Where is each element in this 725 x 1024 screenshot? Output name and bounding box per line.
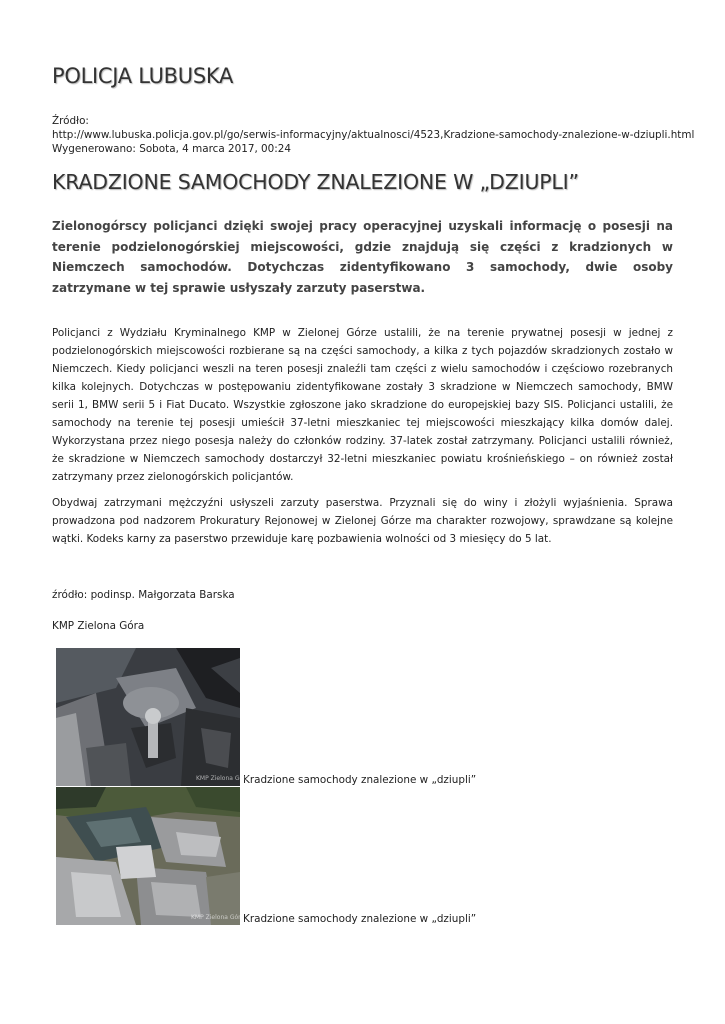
site-title: POLICJA LUBUSKA	[52, 64, 234, 88]
car-interior-image	[56, 648, 250, 786]
generated-date: Wygenerowano: Sobota, 4 marca 2017, 00:24	[52, 143, 291, 155]
photo-watermark: KMP Zielona Góra	[191, 914, 245, 921]
source-person: źródło: podinsp. Małgorzata Barska	[52, 589, 235, 601]
photo-car-interior[interactable]	[56, 648, 250, 786]
source-meta	[52, 114, 694, 156]
photo-caption: Kradzione samochody znalezione w „dziupli”	[243, 774, 477, 786]
source-label: Źródło:	[52, 115, 89, 127]
article-paragraph-2: Obydwaj zatrzymani mężczyźni usłyszeli zarzuty paserstwa. Przyznali się do winy i złożyli wyjaśnienia. Sprawa prowadzona pod nadzorem Prokuratury Rejonowej w Zielonej Górze ma charakter rozwojowy, sprawdzane są kolejne wątki. Kodeks karny za paserstwo przewiduje karę pozbawienia wolności od 3 miesięcy do 5 lat.	[52, 497, 673, 545]
car-parts-image	[56, 787, 245, 925]
photo-item	[56, 787, 476, 925]
photo-car-parts[interactable]	[56, 787, 245, 925]
article-lead: Zielonogórscy policjanci dzięki swojej pracy operacyjnej uzyskali informację o posesji na terenie podzielonogórskiej miejscowości, gdzie znajdują się części z kradzionych w Niemczech samochodów. Dotychczas zidentyfikowano 3 samochody, dwie osoby zatrzymane w tej sprawie usłyszały zarzuty paserstwa.	[52, 219, 673, 295]
photo-watermark: KMP Zielona Góra	[196, 775, 250, 782]
source-unit: KMP Zielona Góra	[52, 620, 145, 632]
photo-item	[56, 648, 476, 786]
photo-caption: Kradzione samochody znalezione w „dziupli”	[243, 913, 477, 925]
article-title: KRADZIONE SAMOCHODY ZNALEZIONE W „DZIUPLI”	[52, 170, 579, 194]
source-url[interactable]: http://www.lubuska.policja.gov.pl/go/serwis-informacyjny/aktualnosci/4523,Kradzione-samochody-znalezione-w-dziupli.html	[52, 129, 695, 141]
article-paragraph-1: Policjanci z Wydziału Kryminalnego KMP w Zielonej Górze ustalili, że na terenie prywatnej posesji w jednej z podzielonogórskich miejscowości rozbierane są na części samochody, a kilka z tych pojazdów skradzionych zostało w Niemczech. Kiedy policjanci weszli na teren posesji znaleźli tam części z wielu samochodów i częściowo rozebranych kilka kolejnych. Dotychczas w postępowaniu zidentyfikowane zostały 3 skradzione w Niemczech samochody, BMW serii 1, BMW serii 5 i Fiat Ducato. Wszystkie zgłoszone jako skradzione do europejskiej bazy SIS. Policjanci ustalili, że samochody na terenie tej posesji umieścił 37-letni mieszkaniec tej miejscowości mieszkający kilka domów dalej. Wykorzystana przez niego posesja należy do członków rodziny. 37-latek został zatrzymany. Policjanci ustalili również, że skradzione w Niemczech samochody dostarczył 32-letni mieszkaniec powiatu krośnieńskiego – on również został zatrzymany przez zielonogórskich policjantów.	[52, 327, 673, 483]
